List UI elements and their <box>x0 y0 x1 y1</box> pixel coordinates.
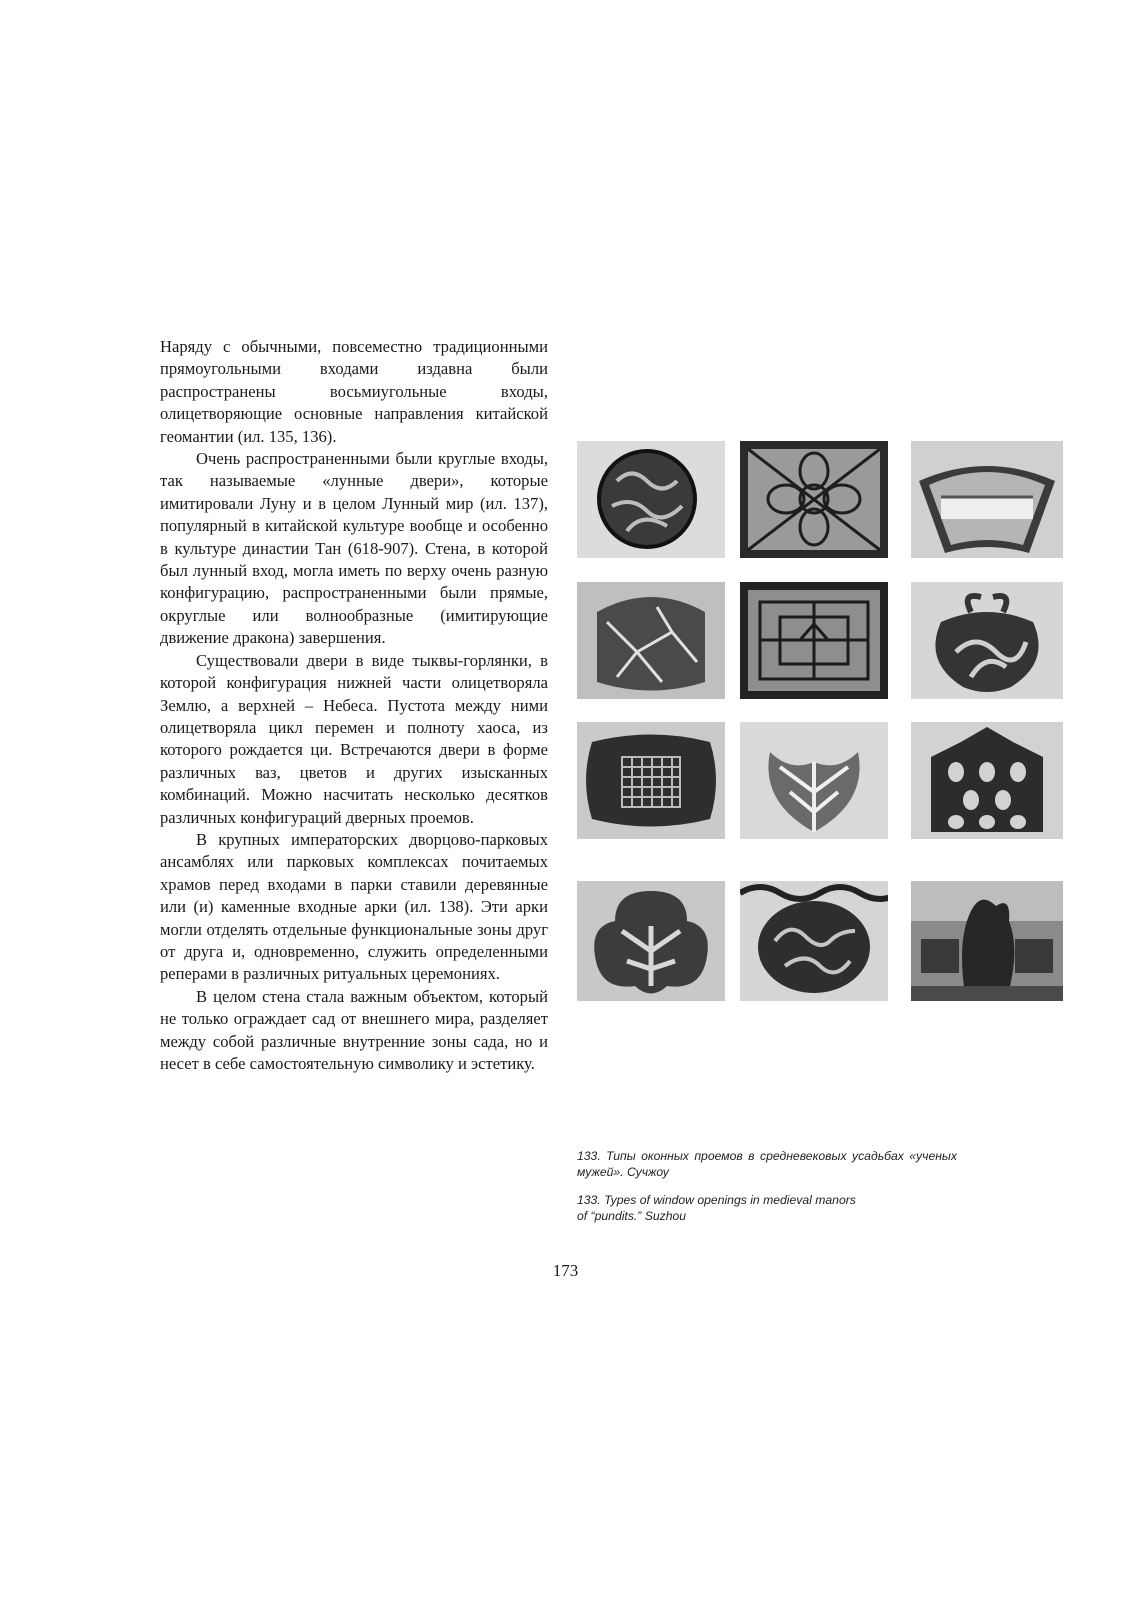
photo-fan-shaped-window <box>911 441 1063 558</box>
paragraph-gourd-doors: Существовали двери в виде тыквы-горлянки, в которой конфигурация нижней части олицетворяла Землю, а верхней – Небеса. Пустота между ними олицетворяла цикл перемен и полноту хаоса, из которого рождается ци. Встречаются двери в форме различных ваз, цветов и других изысканных комбинаций. Можно насчитать несколько десятков различных конфигураций дверных проемов. <box>160 650 548 827</box>
photo-leaf-shaped-window <box>740 722 888 839</box>
photo-quatrefoil-window <box>577 881 725 1001</box>
photo-square-window-flower-lattice <box>740 441 888 558</box>
photo-round-window-vine <box>577 441 725 558</box>
caption-english-line-1: 133. Types of window openings in medieval manors <box>577 1193 856 1207</box>
photo-garden-wall-with-rockery <box>911 881 1063 1001</box>
paragraph-moon-gates: Очень распространенными были круглые входы, так называемые «лунные двери», которые имитировали Луну и в целом Лунный мир (ил. 137), популярный в китайской культуре вообще и особенно в культуре династии Тан (618-907). Стена, в которой был лунный вход, могла иметь по верху очень разную конфигурацию, распространенными были прямые, округлые или волнообразные (имитирующие движение дракона) завершения. <box>160 449 548 648</box>
paragraph-wall-symbolism: В целом стена стала важным объектом, который не только ограждает сад от внешнего мира, разделяет между собой различные внутренние зоны сада, но и несет в себе самостоятельную символику и эстетику. <box>160 986 548 1073</box>
photo-fruit-shaped-window <box>911 582 1063 699</box>
page-number: 173 <box>552 1261 579 1280</box>
paragraph-octagonal-entrances: Наряду с обычными, повсеместно традиционными прямоугольными входами издавна были распространены восьмиугольные входы, олицетворяющие основные направления китайской геомантии (ил. 135, 136). <box>160 337 548 446</box>
photo-round-scroll-window <box>740 881 888 1001</box>
photo-house-shaped-lattice-window <box>911 722 1063 839</box>
caption-english <box>577 1192 957 1224</box>
window-openings-photo-grid <box>577 441 1063 1003</box>
figure-caption <box>577 1148 957 1224</box>
photo-geometric-lattice-window <box>740 582 888 699</box>
paragraph-entrance-arches: В крупных императорских дворцово-парковых ансамблях или парковых комплексах почитаемых храмов перед входами в парки ставили деревянные или (и) каменные входные арки (ил. 138). Эти арки могли отделять отдельные функциональные зоны друг от друга и, одновременно, служить определенными реперами в различных ритуальных церемониях. <box>160 829 548 984</box>
caption-russian: 133. Типы оконных проемов в средневековых усадьбах «ученых мужей». Сучжоу <box>577 1149 957 1179</box>
body-text-column <box>160 336 548 1075</box>
photo-cushion-shaped-window <box>577 722 725 839</box>
photo-cracked-ice-window <box>577 582 725 699</box>
caption-english-line-2: of “pundits.” Suzhou <box>577 1209 687 1223</box>
